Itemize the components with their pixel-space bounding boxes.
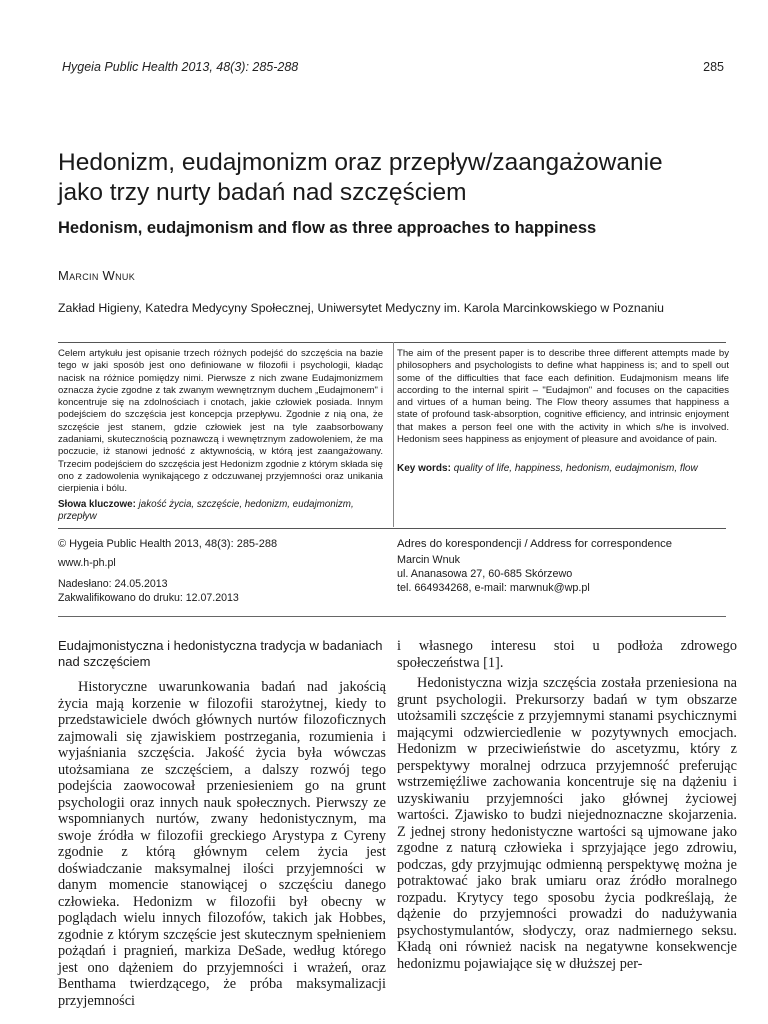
abstract-column-divider (393, 342, 394, 527)
correspondence-name: Marcin Wnuk (397, 554, 460, 566)
abstract-bottom-rule (58, 528, 726, 529)
keywords-polish (58, 499, 383, 524)
abstract-top-rule (58, 342, 726, 343)
correspondence-street: ul. Ananasowa 27, 60-685 Skórzewo (397, 568, 573, 580)
author-name: Marcin Wnuk (58, 268, 136, 283)
journal-url[interactable]: www.h-ph.pl (58, 557, 116, 569)
keywords-english-label: Key words: (397, 463, 451, 474)
title-polish (58, 148, 738, 208)
publication-meta (58, 537, 378, 605)
keywords-polish-terms: jakość życia, szczęście, hedonizm, eudajmonizm, przepływ (58, 499, 354, 523)
body-column-right (397, 638, 737, 972)
copyright-line: © Hygeia Public Health 2013, 48(3): 285-288 (58, 538, 278, 550)
submitted-date: Nadesłano: 24.05.2013 (58, 578, 168, 590)
running-header (62, 60, 724, 80)
journal-citation: Hygeia Public Health 2013, 48(3): 285-288 (62, 60, 299, 74)
abstract-english: The aim of the present paper is to describe three different attempts made by philosophers and psychologists to define what happiness is; and to spell out some of the difficulties that face each definition. Eudajmonism means life according to the internal spirit – "Eudajmon" and focuses on the capacities and virtues of a human being. The Flow theory assumes that happiness a state of profound task-absorption, cognitive efficiency, and intrinsic enjoyment that makes a person feel one with the activity in which s/he is involved. Hedonism sees happiness as enjoyment of pleasure and avoidance of pain. (397, 348, 729, 446)
correspondence-block (397, 537, 737, 595)
correspondence-contact: tel. 664934268, e-mail: marwnuk@wp.pl (397, 582, 590, 594)
body-paragraph: Historyczne uwarunkowania badań nad jakością życia mają korzenie w filozofii starożytnej, kiedy to przedstawiciele dwóch głównych nurtów filozoficznych zajmowali się zjawiskiem postrzegania, rozumienia i wyjaśniania szczęścia. Jakość życia była wówczas utożsamiana ze szczęściem, a dalszy rozwój tego podejścia zaowocował przeniesieniem go na grunt psychologii oraz innych nauk społecznych. Pierwszy ze wspomnianych nurtów, zwany hedonistycznym, ma swoje źródła w filozofii greckiego Arystypa z Cyreny zgodnie z którą głównym celem życia jest doświadczanie maksymalnej ilości przyjemności w danym momencie stanowiącej o szczęściu danego człowieka. Hedonizm w filozofii był obecny w poglądach wielu innych filozofów, takich jak Hobbes, zgodnie z którym szczęście jest skutecznym spełnieniem pożądań i pragnień, markiza DeSade, według którego jest ono dążeniem do przyjemności i wrażeń, oraz Benthama twierdzącego, że próba maksymalizacji przyjemności (58, 679, 386, 1009)
title-polish-line-1: Hedonizm, eudajmonizm oraz przepływ/zaangażowanie (58, 149, 663, 176)
body-divider (58, 616, 726, 617)
abstract-polish: Celem artykułu jest opisanie trzech różnych podejść do szczęścia na bazie tego w jaki sposób jest ono definiowane w filozofii i psychologii, kładąc nacisk na różnice pomiędzy nimi. Pierwsze z nich zwane Eudajmonizmem oznacza życie zgodne z tak zwanym wewnętrznym duchem „Eudajmonem" i koncentruje się na zdolnościach i cnotach, jakie człowiek posiada. Innym podejściem do szczęścia jest koncepcja przepływu. Zgodnie z nią ona, że szczęście jest stanem, gdzie człowiek jest na tyle zaabsorbowany zadaniami, skutecznością poznawczą i wewnętrznym zadowoleniem, że ma poczucie, iż stanowi jedność z aktywnością, w którą jest zaangażowany. Trzecim podejściem do szczęścia jest Hedonizm zgodnie z którym składa się ono z zadowolenia wynikającego z odczuwanej przyjemności oraz unikania cierpienia i bólu. (58, 348, 383, 495)
title-english: Hedonism, eudajmonism and flow as three approaches to happiness (58, 219, 597, 237)
publication-dates (58, 577, 378, 605)
correspondence-heading: Adres do korespondencji / Address for correspondence (397, 538, 673, 550)
body-column-left (58, 679, 386, 1009)
body-paragraph: Hedonistyczna wizja szczęścia została przeniesiona na grunt psychologii. Prekursorzy badań w tym obszarze utożsamili szczęście z przyjemnymi stanami psychicznymi mającymi odzwierciedlenie w pozytywnych emocjach. Hedonizm w przeciwieństwie do ascetyzmu, który z perspektywy moralnej odrzuca przyjemność preferując wstrzemięźliwe zachowania koncentruje się na dążeniu i uzyskiwaniu przyjemności jako głównej życiowej wartości. Zjawisko to budzi niejednoznaczne skojarzenia. Z jednej strony hedonistyczne wartości są ujmowane jako zgodne z naturą człowieka i sprzyjające jego zdrowiu, podczas, gdy przyjmując odmienną perspektywę można je potraktować jako brak umiaru oraz źródło moralnego rozpadu. Krytycy tego sposobu życia podkreślają, że dążenie do przyjemności prowadzi do nadużywania psychostymulantów, słodyczy, oraz nadmiernego seksu. Kładą oni również nacisk na negatywne konsekwencje hedonizmu pojawiające się w dłuższej per- (397, 675, 737, 972)
section-heading: Eudajmonistyczna i hedonistyczna tradycja w badaniach nad szczęściem (58, 638, 383, 669)
page-number: 285 (703, 60, 724, 74)
keywords-english-terms: quality of life, happiness, hedonism, eudajmonism, flow (453, 463, 698, 474)
keywords-polish-label: Słowa kluczowe: (58, 499, 136, 510)
title-polish-line-2: jako trzy nurty badań nad szczęściem (58, 179, 467, 206)
accepted-date: Zakwalifikowano do druku: 12.07.2013 (58, 592, 239, 604)
body-paragraph: i własnego interesu stoi u podłoża zdrowego społeczeństwa [1]. (397, 638, 737, 671)
author-affiliation: Zakład Higieny, Katedra Medycyny Społecznej, Uniwersytet Medyczny im. Karola Marcinkowskiego w Poznaniu (58, 301, 664, 315)
keywords-english (397, 463, 729, 475)
